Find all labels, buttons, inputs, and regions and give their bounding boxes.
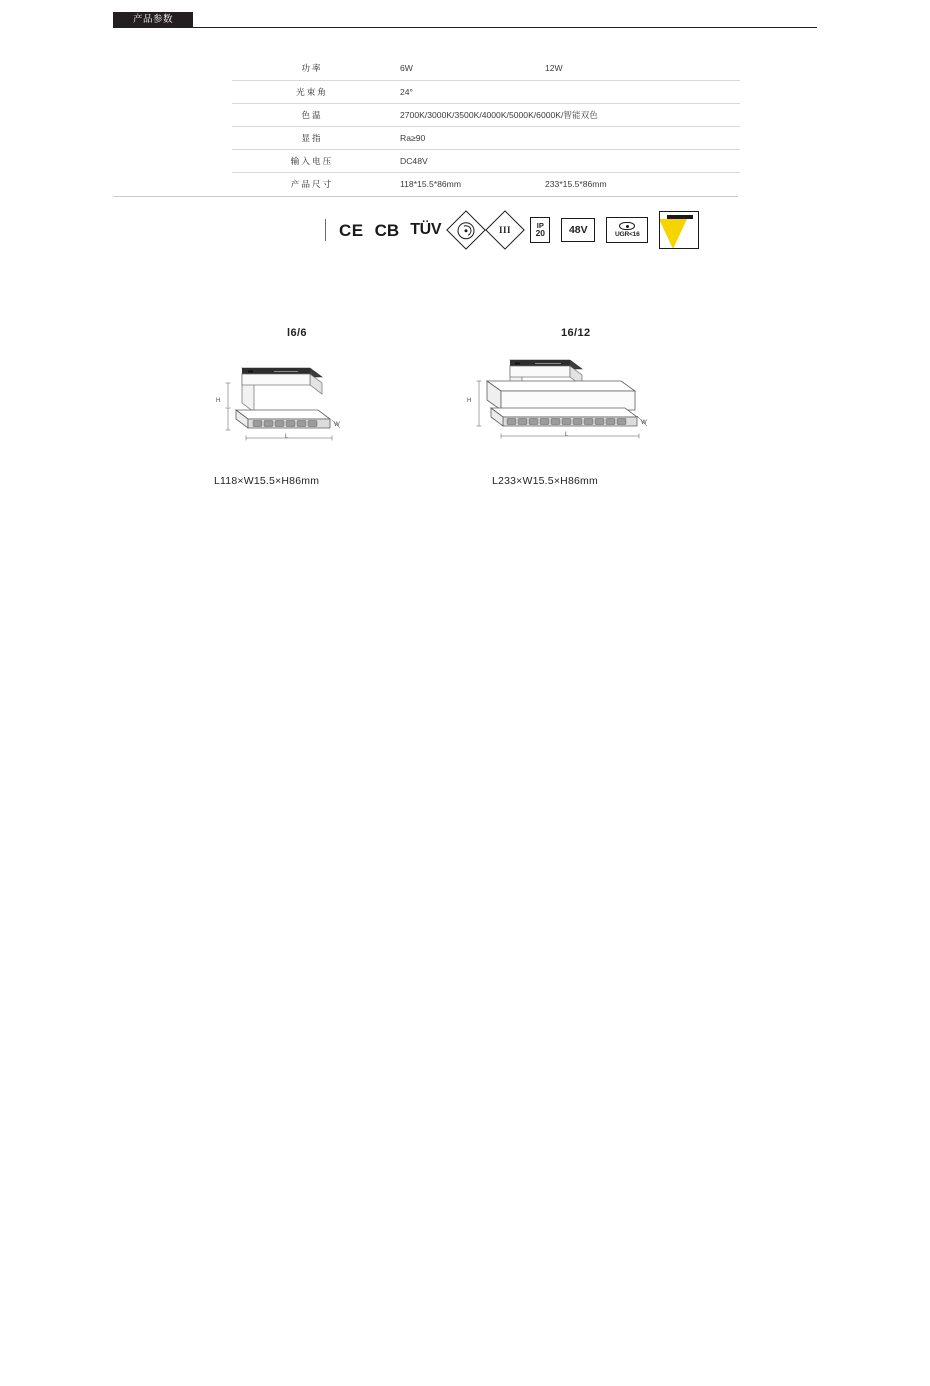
product-drawing-b-svg [465, 348, 660, 463]
section-tag-label: 产品参数 [132, 14, 173, 26]
table-row [232, 149, 740, 172]
voltage-badge [561, 218, 595, 242]
beam-angle-icon [659, 211, 699, 249]
dimension-label-h: H [467, 398, 472, 404]
spec-value-1: Ra≥90 [392, 126, 537, 149]
dimension-label-w: W [334, 422, 340, 428]
spec-label: 输入电压 [232, 149, 392, 172]
divider [325, 219, 326, 241]
spec-label: 产品尺寸 [290, 178, 334, 189]
header-divider [193, 27, 817, 28]
dimension-label-h: H [216, 398, 221, 404]
rcm-circle-icon [458, 222, 475, 239]
table-bottom-divider [113, 196, 738, 197]
product-drawing-b [465, 348, 660, 463]
spec-value-2 [537, 80, 740, 103]
ip-prefix: IP [536, 220, 544, 230]
rcm-inner [458, 222, 475, 239]
table-row [232, 172, 740, 195]
table-row [232, 57, 740, 80]
class-iii-label: III [499, 224, 512, 235]
product-caption-a: L118×W15.5×H86mm [214, 475, 320, 487]
spec-label: 色温 [232, 103, 392, 126]
ugr-label: UGR<16 [614, 231, 640, 238]
dimension-label-w: W [641, 420, 647, 426]
ip-rating-icon [530, 217, 550, 243]
class-iii-icon [485, 210, 525, 250]
product-caption-b: L233×W15.5×H86mm [492, 475, 598, 487]
spec-label: 功率 [232, 57, 392, 80]
spec-value-2 [537, 149, 740, 172]
certification-row [325, 210, 699, 250]
ugr-badge [606, 217, 648, 243]
ip-value: 20 [535, 228, 546, 239]
ce-mark-icon: CE [339, 220, 364, 240]
spec-value-2: 12W [537, 57, 740, 80]
voltage-label: 48V [568, 224, 588, 236]
section-tag [113, 12, 193, 28]
table-row [232, 126, 740, 149]
table-row [232, 80, 740, 103]
beam-cone [659, 219, 687, 249]
spec-value-1: 118*15.5*86mm [400, 178, 461, 189]
spec-value-1: DC48V [392, 149, 537, 172]
product-title-a: l6/6 [287, 327, 307, 339]
dimension-label-l: L [285, 434, 289, 440]
product-drawing-a [214, 350, 344, 460]
cb-mark-icon: CB [374, 220, 400, 240]
spec-value-2 [537, 126, 740, 149]
eye-icon [619, 222, 635, 230]
spec-value-1: 24° [392, 80, 537, 103]
spec-label: 光束角 [232, 80, 392, 103]
dimension-label-l: L [565, 432, 569, 438]
spec-value-2: 233*15.5*86mm [545, 178, 607, 189]
specifications-table [232, 57, 740, 195]
product-drawing-a-svg [214, 350, 344, 460]
table-row [232, 103, 740, 126]
product-title-b: 16/12 [561, 327, 591, 339]
spec-value-1: 2700K/3000K/3500K/4000K/5000K/6000K/智能双色 [392, 103, 740, 126]
tuv-mark-icon: TÜV [410, 221, 442, 238]
spec-label: 显指 [232, 126, 392, 149]
rcm-mark-icon [446, 210, 486, 250]
spec-value-1: 6W [392, 57, 537, 80]
